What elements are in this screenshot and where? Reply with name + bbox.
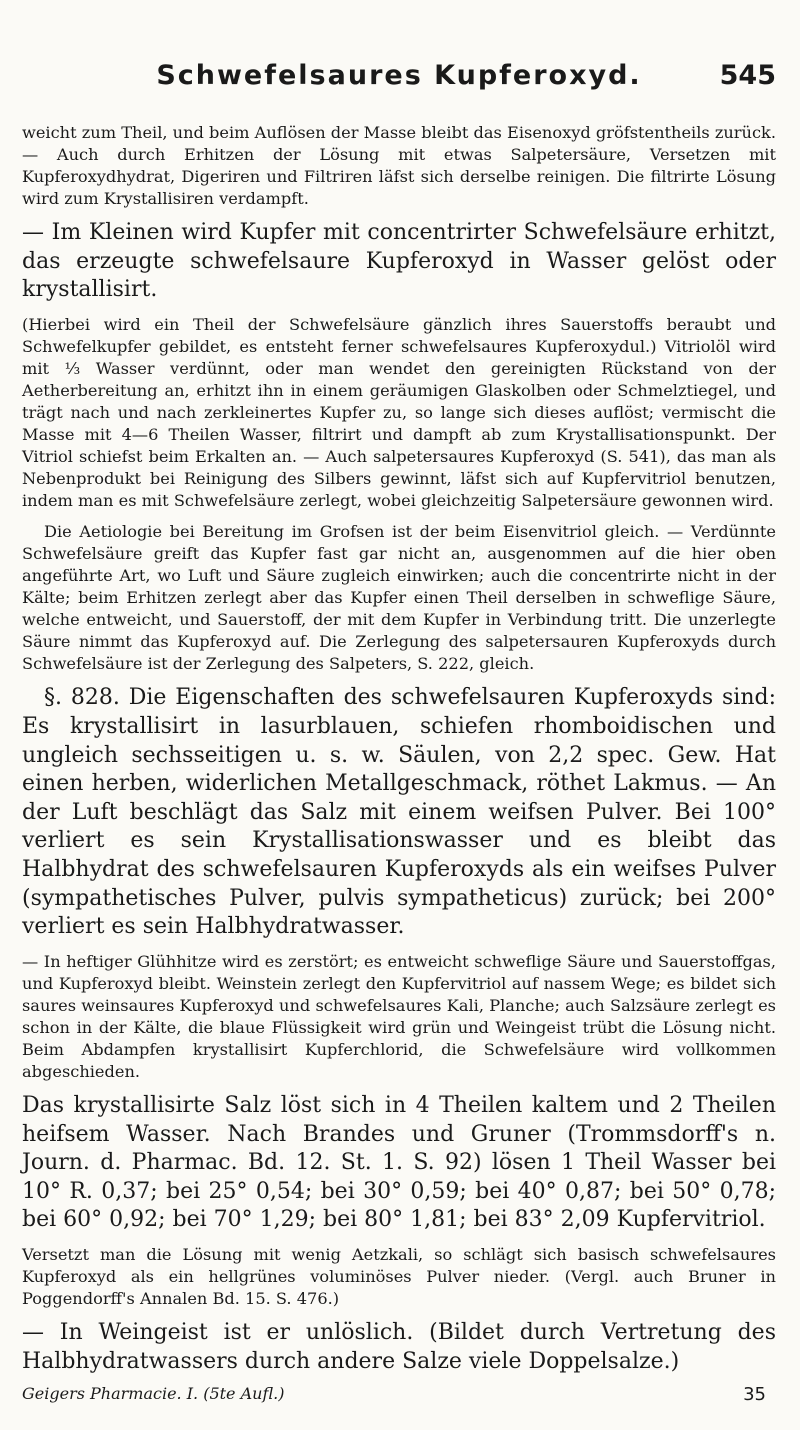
paragraph-3: (Hierbei wird ein Theil der Schwefelsäure gänzlich ihres Sauerstoffs beraubt und Schwefelkupfer gebildet, es entsteht ferner schwefelsaures Kupferoxydul.) Vitriolöl wird mit ⅓ Wasser verdünnt, oder man wendet den gereinigten Rückstand von der Aetherbereitung an, erhitzt ihn in einem geräumigen Glaskolben oder Schmelztiegel, und trägt nach und nach zerkleinertes Kupfer zu, so lange sich dieses auflöst; vermischt die Masse mit 4—6 Theilen Wasser, filtrirt und dampft ab zum Krystallisationspunkt. Der Vitriol schiefst beim Erkalten an. — Auch salpetersaures Kupferoxyd (S. 541), das man als Nebenprodukt bei Reinigung des Silbers gewinnt, läfst sich auf Kupfervitriol benutzen, indem man es mit Schwefelsäure zerlegt, wobei gleichzeitig Salpetersäure gewonnen wird. [22, 314, 776, 511]
page-header [22, 60, 776, 100]
signature-mark: 35 [743, 1384, 766, 1405]
body-text [22, 122, 776, 1376]
paragraph-1: weicht zum Theil, und beim Auflösen der Masse bleibt das Eisenoxyd gröfstentheils zurück. — Auch durch Erhitzen der Lösung mit etwas Salpetersäure, Versetzen mit Kupferoxydhydrat, Digeriren und Filtriren läfst sich derselbe reinigen. Die filtrirte Lösung wird zum Krystallisiren verdampft. [22, 123, 776, 209]
page-footer [22, 1384, 776, 1403]
paragraph-9: — In Weingeist ist er unlöslich. (Bildet durch Vertretung des Halbhydratwassers durch andere Salze viele Doppelsalze.) [22, 1320, 776, 1374]
paragraph-2: — Im Kleinen wird Kupfer mit concentrirter Schwefelsäure erhitzt, das erzeugte schwefelsaure Kupferoxyd in Wasser gelöst oder krystallisirt. [22, 220, 776, 303]
footer-citation: Geigers Pharmacie. I. (5te Aufl.) [22, 1384, 285, 1403]
paragraph-6: — In heftiger Glühhitze wird es zerstört; es entweicht schweflige Säure und Sauerstoffgas, und Kupferoxyd bleibt. Weinstein zerlegt den Kupfervitriol auf nassem Wege; es bildet sich saures weinsaures Kupferoxyd und schwefelsaures Kali, Planche; auch Salzsäure zerlegt es schon in der Kälte, die blaue Flüssigkeit wird grün und Weingeist trübt die Lösung nicht. Beim Abdampfen krystallisirt Kupferchlorid, die Schwefelsäure wird vollkommen abgeschieden. [22, 951, 776, 1081]
page-number: 545 [719, 60, 776, 91]
paragraph-7: Das krystallisirte Salz löst sich in 4 Theilen kaltem und 2 Theilen heifsem Wasser. Nach Brandes und Gruner (Trommsdorff's n. Journ. d. Pharmac. Bd. 12. St. 1. S. 92) lösen 1 Theil Wasser bei 10° R. 0,37; bei 25° 0,54; bei 30° 0,59; bei 40° 0,87; bei 50° 0,78; bei 60° 0,92; bei 70° 1,29; bei 80° 1,81; bei 83° 2,09 Kupfervitriol. [22, 1092, 776, 1233]
running-title: Schwefelsaures Kupferoxyd. [156, 60, 642, 91]
paragraph-8: Versetzt man die Lösung mit wenig Aetzkali, so schlägt sich basisch schwefelsaures Kupferoxyd als ein hellgrünes voluminöses Pulver nieder. (Vergl. auch Bruner in Poggendorff's Annalen Bd. 15. S. 476.) [22, 1244, 776, 1308]
paragraph-4: Die Aetiologie bei Bereitung im Grofsen ist der beim Eisenvitriol gleich. — Verdünnte Schwefelsäure greift das Kupfer fast gar nicht an, ausgenommen auf die hier oben angeführte Art, wo Luft und Säure zugleich einwirken; auch die concentrirte nicht in der Kälte; beim Erhitzen zerlegt aber das Kupfer einen Theil derselben in schweflige Säure, welche entweicht, und Sauerstoff, der mit dem Kupfer in Verbindung tritt. Die unzerlegte Säure nimmt das Kupferoxyd auf. Die Zerlegung des salpetersauren Kupferoxyds durch Schwefelsäure ist der Zerlegung des Salpeters, S. 222, gleich. [22, 522, 776, 674]
section-828: §. 828. Die Eigenschaften des schwefelsauren Kupferoxyds sind: Es krystallisirt in lasurblauen, schiefen rhomboidischen und ungleich sechsseitigen u. s. w. Säulen, von 2,2 spec. Gew. Hat einen herben, widerlichen Metallgeschmack, röthet Lakmus. — An der Luft beschlägt das Salz mit einem weifsen Pulver. Bei 100° verliert es sein Krystallisationswasser und es bleibt das Halbhydrat des schwefelsauren Kupferoxyds als ein weifses Pulver (sympathetisches Pulver, pulvis sympatheticus) zurück; bei 200° verliert es sein Halbhydratwasser. [22, 685, 776, 940]
